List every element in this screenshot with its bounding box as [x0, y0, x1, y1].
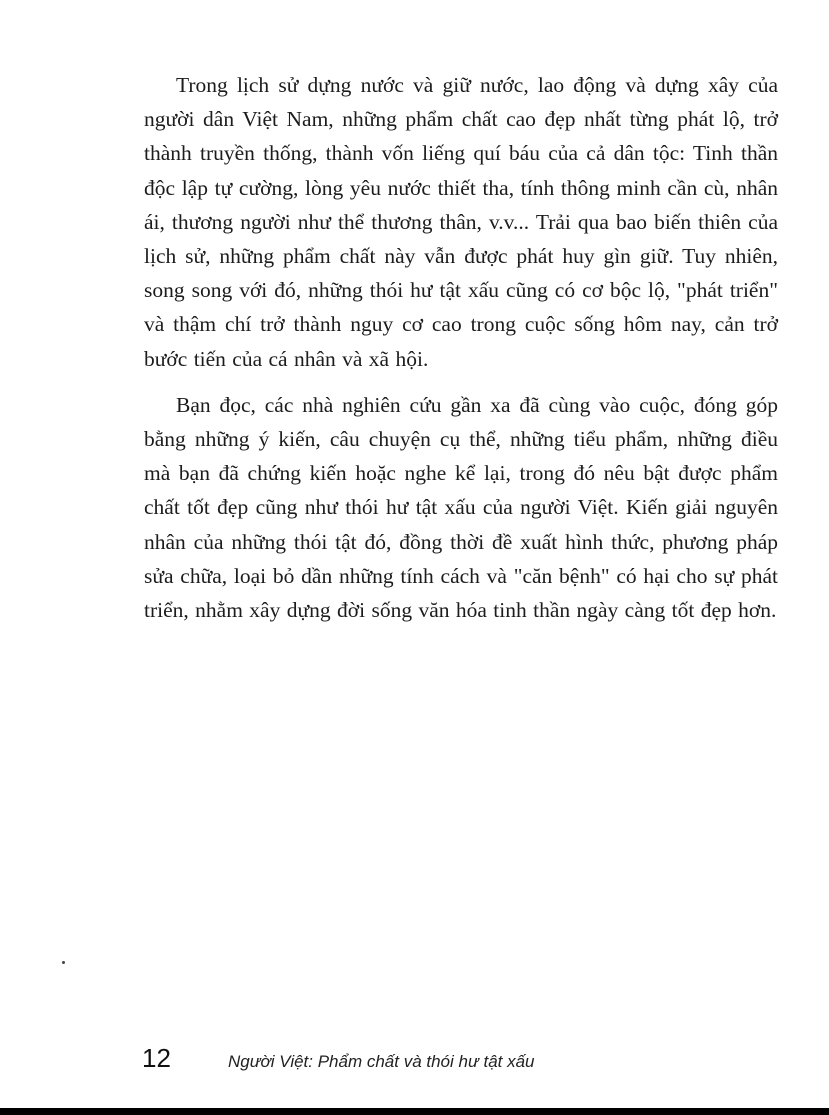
page-footer [142, 1043, 535, 1074]
paragraph-1: Trong lịch sử dựng nước và giữ nước, lao động và dựng xây của người dân Việt Nam, những phẩm chất cao đẹp nhất từng phát lộ, trở thành truyền thống, thành vốn liếng quí báu của cả dân tộc: Tinh thần độc lập tự cường, lòng yêu nước thiết tha, tính thông minh cần cù, nhân ái, thương người như thể thương thân, v.v... Trải qua bao biến thiên của lịch sử, những phẩm chất này vẫn được phát huy gìn giữ. Tuy nhiên, song song với đó, những thói hư tật xấu cũng có cơ bộc lộ, "phát triển" và thậm chí trở thành nguy cơ cao trong cuộc sống hôm nay, cản trở bước tiến của cá nhân và xã hội. [144, 73, 778, 371]
page-number: 12 [142, 1043, 171, 1073]
body-text [144, 68, 778, 627]
scan-speck [62, 961, 65, 964]
paragraph-2: Bạn đọc, các nhà nghiên cứu gần xa đã cùng vào cuộc, đóng góp bằng những ý kiến, câu chuyện cụ thể, những tiểu phẩm, những điều mà bạn đã chứng kiến hoặc nghe kể lại, trong đó nêu bật được phẩm chất tốt đẹp cũng như thói hư tật xấu của người Việt. Kiến giải nguyên nhân của những thói tật đó, đồng thời đề xuất hình thức, phương pháp sửa chữa, loại bỏ dần những tính cách và "căn bệnh" có hại cho sự phát triển, nhằm xây dựng đời sống văn hóa tinh thần ngày càng tốt đẹp hơn. [144, 392, 778, 623]
running-title: Người Việt: Phẩm chất và thói hư tật xấu [228, 1052, 535, 1071]
scan-bottom-edge [0, 1108, 829, 1115]
